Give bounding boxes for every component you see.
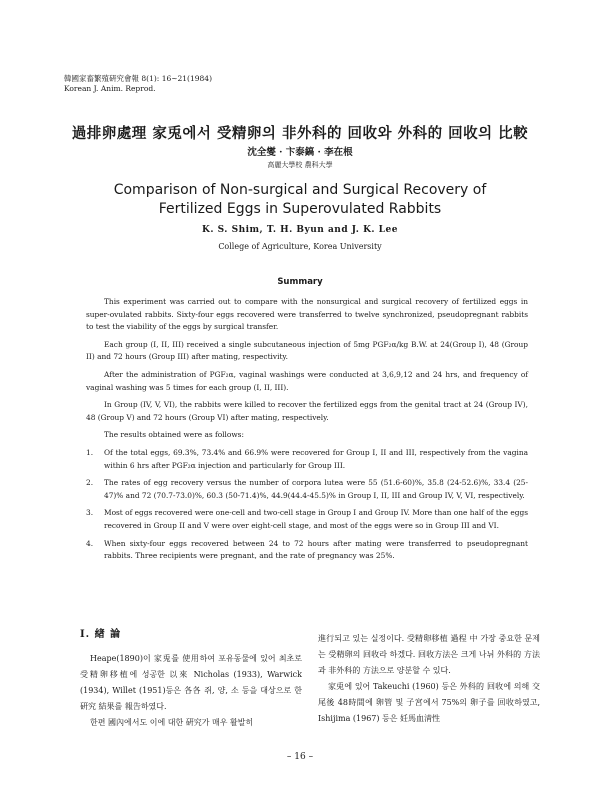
- intro-paragraph: 家兎에 있어 Takeuchi (1960) 등은 外科的 回收에 의해 交尾後 48時間에 卵管 및 子宮에서 75%의 卵子를 回收하였고, Ishijima (1967) 등은 妊馬血淸性: [318, 682, 540, 723]
- result-text: When sixty-four eggs recovered between 24 to 72 hours after mating were transferred to pseudopregnant rabbits. Three recipients were pregnant, and the rate of pregnancy was 25%.: [104, 538, 528, 561]
- summary-paragraph: This experiment was carried out to compare with the nonsurgical and surgical recovery of fertilized eggs in super-ovulated rabbits. Sixty-four eggs recovered were transferred to twelve synchronized, pseudopregnant rabbits to test the viability of the eggs by surgical transfer.: [86, 297, 528, 332]
- result-text: Most of eggs recovered were one-cell and two-cell stage in Group I and Group IV. More than one half of the eggs recovered in Group II and V were over eight-cell stage, and most of the eggs were so in Group III and VI.: [104, 508, 528, 530]
- intro-paragraph: Heape(1890)이 家兎를 使用하여 포유동물에 있어 최초로 受精卵移植에 성공한 以來 Nicholas (1933), Warwick (1934), Willet (1951)등은 各各 쥐, 양, 소 등을 대상으로 한 硏究 結果를 報告하였다.: [80, 654, 302, 711]
- summary-paragraph: In Group (IV, V, VI), the rabbits were killed to recover the fertilized eggs from the genital tract at 24 (Group IV), 48 (Group V) and 72 hours (Group VI) after mating, respectively.: [86, 400, 528, 422]
- result-number: 1.: [86, 447, 94, 457]
- journal-title-ko: 韓國家畜繁殖硏究會報 8(1): 16~21(1984): [64, 74, 212, 83]
- result-item: [86, 538, 528, 563]
- result-number: 3.: [86, 508, 94, 518]
- result-number: 4.: [86, 538, 94, 548]
- result-number: 2.: [86, 478, 94, 488]
- result-text: Of the total eggs, 69.3%, 73.4% and 66.9% were recovered for Group I, II and III, respectively from the vagina within 6 hrs after PGF₂α injection and particularly for Group III.: [104, 447, 528, 470]
- title-english: Comparison of Non-surgical and Surgical Recovery of Fertilized Eggs in Superovulated Rabbits: [113, 182, 487, 217]
- title-korean: 過排卵處理 家兎에서 受精卵의 非外科的 回收와 外科的 回收의 比較: [71, 125, 529, 142]
- page-number: – 16 –: [286, 752, 314, 762]
- result-item: [86, 507, 528, 532]
- summary-paragraph: The results obtained were as follows:: [104, 430, 244, 440]
- affiliation-english: College of Agriculture, Korea University: [218, 242, 382, 251]
- result-item: [86, 477, 528, 502]
- affiliation-korean: 高麗大學校 農科大學: [267, 161, 333, 169]
- journal-citation: [64, 74, 212, 94]
- result-item: [86, 447, 528, 472]
- summary-heading: Summary: [277, 277, 323, 287]
- intro-paragraph: 進行되고 있는 실정이다. 受精卵移植 過程 中 가장 중요한 문제는 受精卵의 回收라 하겠다. 回收方法은 크게 나뉘 外科的 方法과 非外科的 方法으로 양분할 수 있다.: [318, 634, 540, 675]
- authors-english: K. S. Shim, T. H. Byun and J. K. Lee: [202, 225, 398, 235]
- intro-right-column: [318, 631, 540, 727]
- intro-left-column: [80, 631, 302, 731]
- results-list: [86, 447, 528, 563]
- summary-paragraph: Each group (I, II, III) received a single subcutaneous injection of 5mg PGF₂α/kg B.W. at 24(Group I), 48 (Group II) and 72 hours (Group III) after mating, respectivity.: [86, 339, 528, 362]
- summary-paragraph: After the administration of PGF₂α, vaginal washings were conducted at 3,6,9,12 and 24 hrs, and frequency of vaginal washing was 5 times for each group (I, II, III).: [86, 369, 528, 392]
- intro-heading: I. 緖 論: [80, 629, 122, 640]
- result-text: The rates of egg recovery versus the number of corpora lutea were 55 (51.6-60)%, 35.8 (24-52.6)%, 33.4 (25-47)% and 72 (70.7-73.0)%, 60.3 (50-71.4)%, 44.9(44.4-45.5)% in Group I, II, III and Group IV, V, VI, respectively.: [104, 478, 528, 500]
- journal-title-en: Korean J. Anim. Reprod.: [64, 84, 156, 93]
- intro-paragraph: 한편 國內에서도 이에 대한 硏究가 매우 활발히: [90, 718, 254, 727]
- summary-body: [86, 296, 528, 568]
- authors-korean: 沈全燮 · 卞泰鎬 · 李在根: [247, 147, 353, 158]
